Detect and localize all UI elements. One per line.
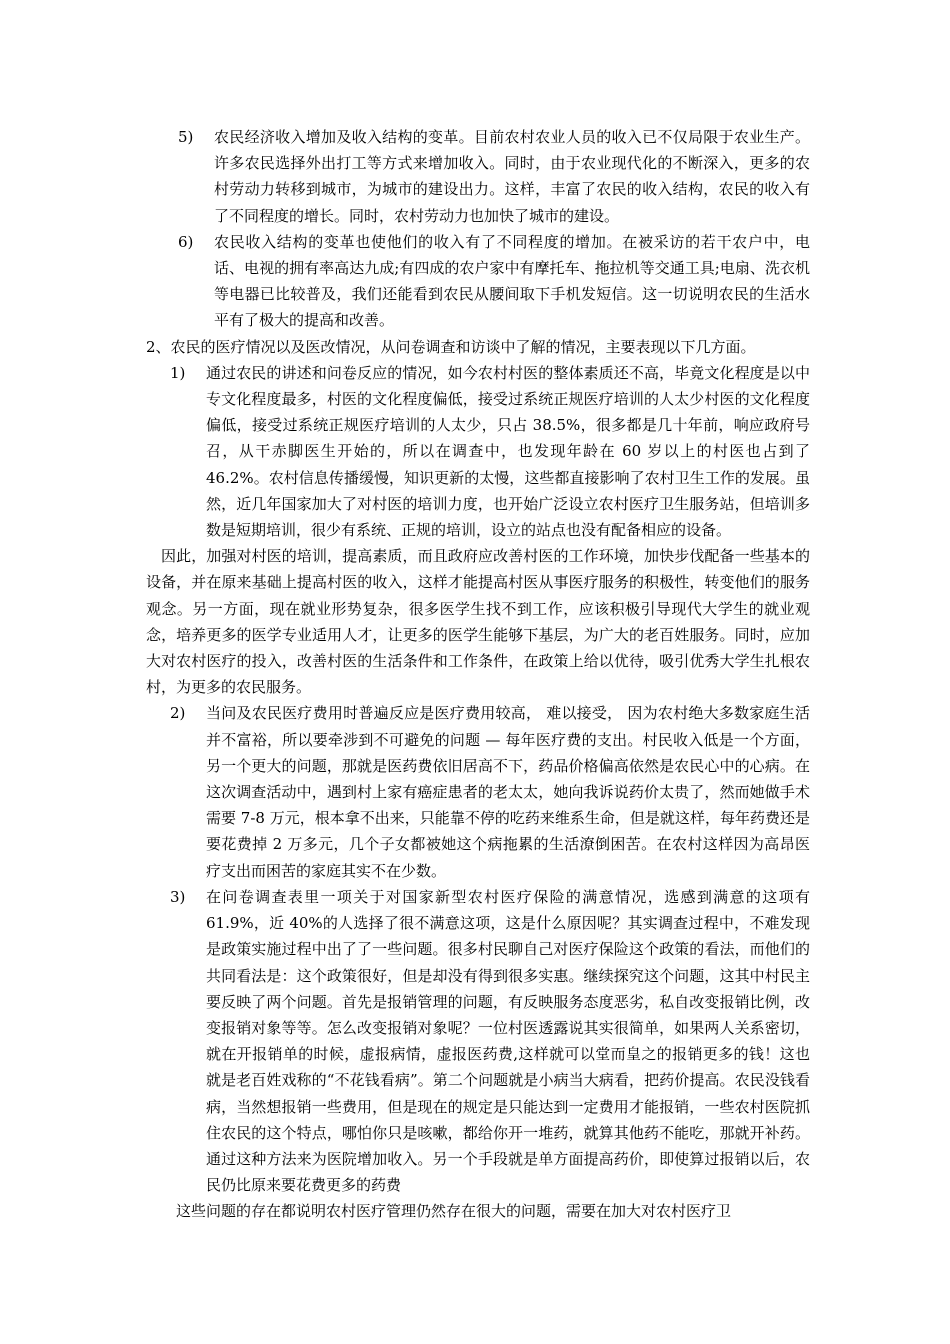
list-number: 6) — [178, 232, 194, 251]
list-item-text: 当问及农民医疗费用时普遍反应是医疗费用较高， 难以接受， 因为农村绝大多数家庭生活并不富裕，所以要牵涉到不可避免的问题 — 每年医疗费的支出。村民收入低是一个方面，另一个更大的问题，那就是医药费依旧居高不下，药品价格偏高依然是农民心中的心病。在这次调查活动中，遇到村上家有癌症患者的老太太，她向我诉说药价太贵了，然而她做手术需要 7-8 万元，根本拿不出来，只能靠不停的吃药来维系生命，但是就这样，每年药费还是要花费掉 2 万多元，几个子女都被她这个病拖累的生活潦倒困苦。在农村这样因为高昂医疗支出而困苦的家庭其实不在少数。 — [206, 704, 810, 880]
paragraph-conclusion: 这些问题的存在都说明农村医疗管理仍然存在很大的问题，需要在加大对农村医疗卫 — [176, 1202, 732, 1221]
list-item-2 — [146, 700, 810, 883]
list-item-1 — [146, 360, 810, 543]
list-number: 5) — [178, 128, 194, 146]
list-item-text: 在问卷调查表里一项关于对国家新型农村医疗保险的满意情况，选感到满意的这项有 61.9%，近 40%的人选择了很不满意这项，这是什么原因呢？其实调查过程中，不难发现是政策实施过程中出了了一些问题。很多村民聊自己对医疗保险这个政策的看法，而他们的共同看法是：这个政策很好，但是却没有得到很多实惠。继续探究这个问题，这其中村民主要反映了两个问题。首先是报销管理的问题，有反映服务态度恶劣，私自改变报销比例，改变报销对象等等。怎么改变报销对象呢？一位村医透露说其实很简单，如果两人关系密切，就在开报销单的时候，虚报病情，虚报医药费,这样就可以堂而皇之的报销更多的钱！这也就是老百姓戏称的“不花钱看病”。第二个问题就是小病当大病看，把药价提高。农民没钱看病，当然想报销一些费用，但是现在的规定是只能达到一定费用才能报销，一些农村医院抓住农民的这个特点，哪怕你只是咳嗽，都给你开一堆药，就算其他药不能吃，那就开补药。通过这种方法来为医院增加收入。另一个手段就是单方面提高药价，即使算过报销以后，农民仍比原来要花费更多的药费 — [206, 887, 810, 1195]
list-number: 2) — [170, 704, 186, 723]
list-item-3 — [146, 884, 810, 1198]
paragraph-training: 因此，加强对村医的培训，提高素质，而且政府应改善村医的工作环境，加快步伐配备一些基本的设备，并在原来基础上提高村医的收入，这样才能提高村医从事医疗服务的积极性，转变他们的服务观念。另一方面，现在就业形势复杂，很多医学生找不到工作，应该积极引导现代大学生的就业观念，培养更多的医学专业适用人才，让更多的医学生能够下基层，为广大的老百姓服务。同时，应加大对农村医疗的投入，改善村医的生活条件和工作条件，在政策上给以优待，吸引优秀大学生扎根农村，为更多的农民服务。 — [146, 547, 810, 697]
list-item-text: 农民经济收入增加及收入结构的变革。目前农村农业人员的收入已不仅局限于农业生产。许多农民选择外出打工等方式来增加收入。同时，由于农业现代化的不断深入，更多的农村劳动力转移到城市，为城市的建设出力。这样，丰富了农民的收入结构，农民的收入有了不同程度的增长。同时，农村劳动力也加快了城市的建设。 — [214, 128, 810, 225]
list-number: 1) — [170, 363, 186, 382]
list-item-5 — [146, 124, 810, 229]
list-number: 3) — [170, 887, 186, 906]
section-heading-2: 2、农民的医疗情况以及医改情况，从问卷调查和访谈中了解的情况，主要表现以下几方面。 — [146, 337, 756, 356]
list-item-6 — [146, 229, 810, 334]
list-item-text: 通过农民的讲述和问卷反应的情况，如今农村村医的整体素质还不高，毕竟文化程度是以中专文化程度最多，村医的文化程度偏低，接受过系统正规医疗培训的人太少村医的文化程度偏低，接受过系统正规医疗培训的人太少，只占 38.5%，很多都是几十年前，响应政府号召，从干赤脚医生开始的，所以在调查中，也发现年龄在 60 岁以上的村医也占到了 46.2%。农村信息传播缓慢，知识更新的太慢，这些都直接影响了农村卫生工作的发展。虽然，近几年国家加大了对村医的培训力度，也开始广泛设立农村医疗卫生服务站，但培训多数是短期培训，很少有系统、正规的培训，设立的站点也没有配备相应的设备。 — [206, 363, 810, 540]
list-item-text: 农民收入结构的变革也使他们的收入有了不同程度的增加。在被采访的若干农户中，电话、电视的拥有率高达九成;有四成的农户家中有摩托车、拖拉机等交通工具;电扇、洗衣机等电器已比较普及，我们还能看到农民从腰间取下手机发短信。这一切说明农民的生活水平有了极大的提高和改善。 — [214, 232, 810, 330]
